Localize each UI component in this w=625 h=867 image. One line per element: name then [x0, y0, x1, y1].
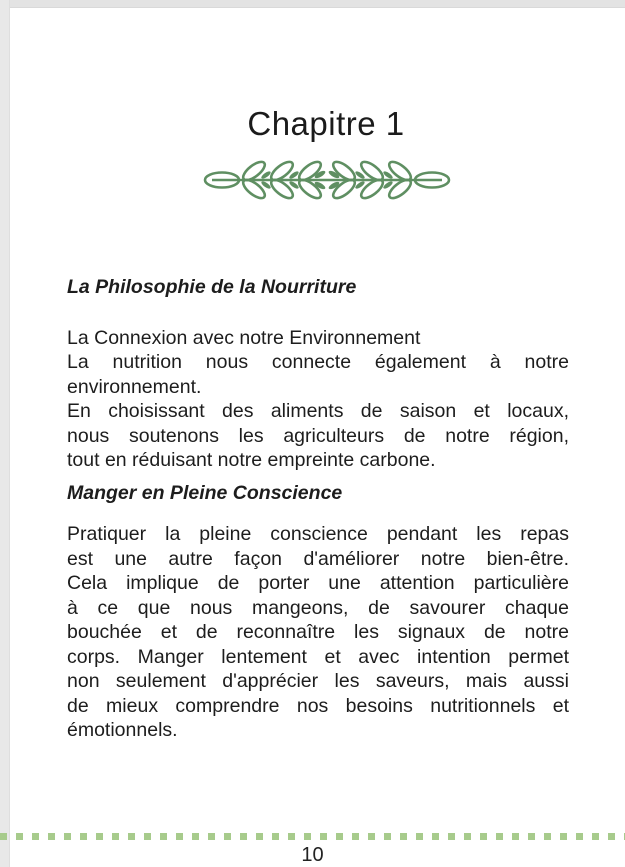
text-line: La nutrition nous connecte également à notre — [67, 351, 569, 373]
chapter-title: Chapitre 1 — [247, 105, 405, 142]
text-line: corps. Manger lentement et avec intention permet — [67, 645, 569, 668]
text-line: non seulement d'apprécier les saveurs, mais aussi — [67, 670, 569, 692]
section-heading-pleine-conscience: Manger en Pleine Conscience — [67, 481, 343, 504]
text-line: à ce que nous mangeons, de savourer chaque — [67, 596, 569, 619]
text-line: La Connexion avec notre Environnement — [67, 326, 421, 349]
text-line: de mieux comprendre nos besoins nutritionnels et — [67, 694, 569, 717]
text-line: nous soutenons les agriculteurs de notre région, — [67, 424, 569, 447]
leaf-divider-icon — [198, 158, 456, 202]
section-heading-philosophie: La Philosophie de la Nourriture — [67, 276, 357, 298]
page-edge-top — [0, 0, 625, 8]
text-line: tout en réduisant notre empreinte carbone. — [67, 449, 436, 471]
page-edge-left — [0, 0, 10, 867]
text-line: Pratiquer la pleine conscience pendant les repas — [67, 523, 569, 545]
paragraph-pleine-conscience — [67, 522, 569, 743]
text-line: En choisissant des aliments de saison et locaux, — [67, 400, 569, 422]
text-line: bouchée et de reconnaître les signaux de notre — [67, 621, 569, 643]
paragraph-environnement — [67, 326, 569, 473]
text-line: est une autre façon d'améliorer notre bien-être. — [67, 547, 569, 570]
dotted-page-border — [0, 833, 625, 840]
page-content — [67, 275, 569, 743]
text-line: environnement. — [67, 375, 202, 398]
text-line: Cela implique de porter une attention particulière — [67, 572, 569, 594]
page-number: 10 — [301, 844, 324, 866]
text-line: émotionnels. — [67, 719, 178, 741]
